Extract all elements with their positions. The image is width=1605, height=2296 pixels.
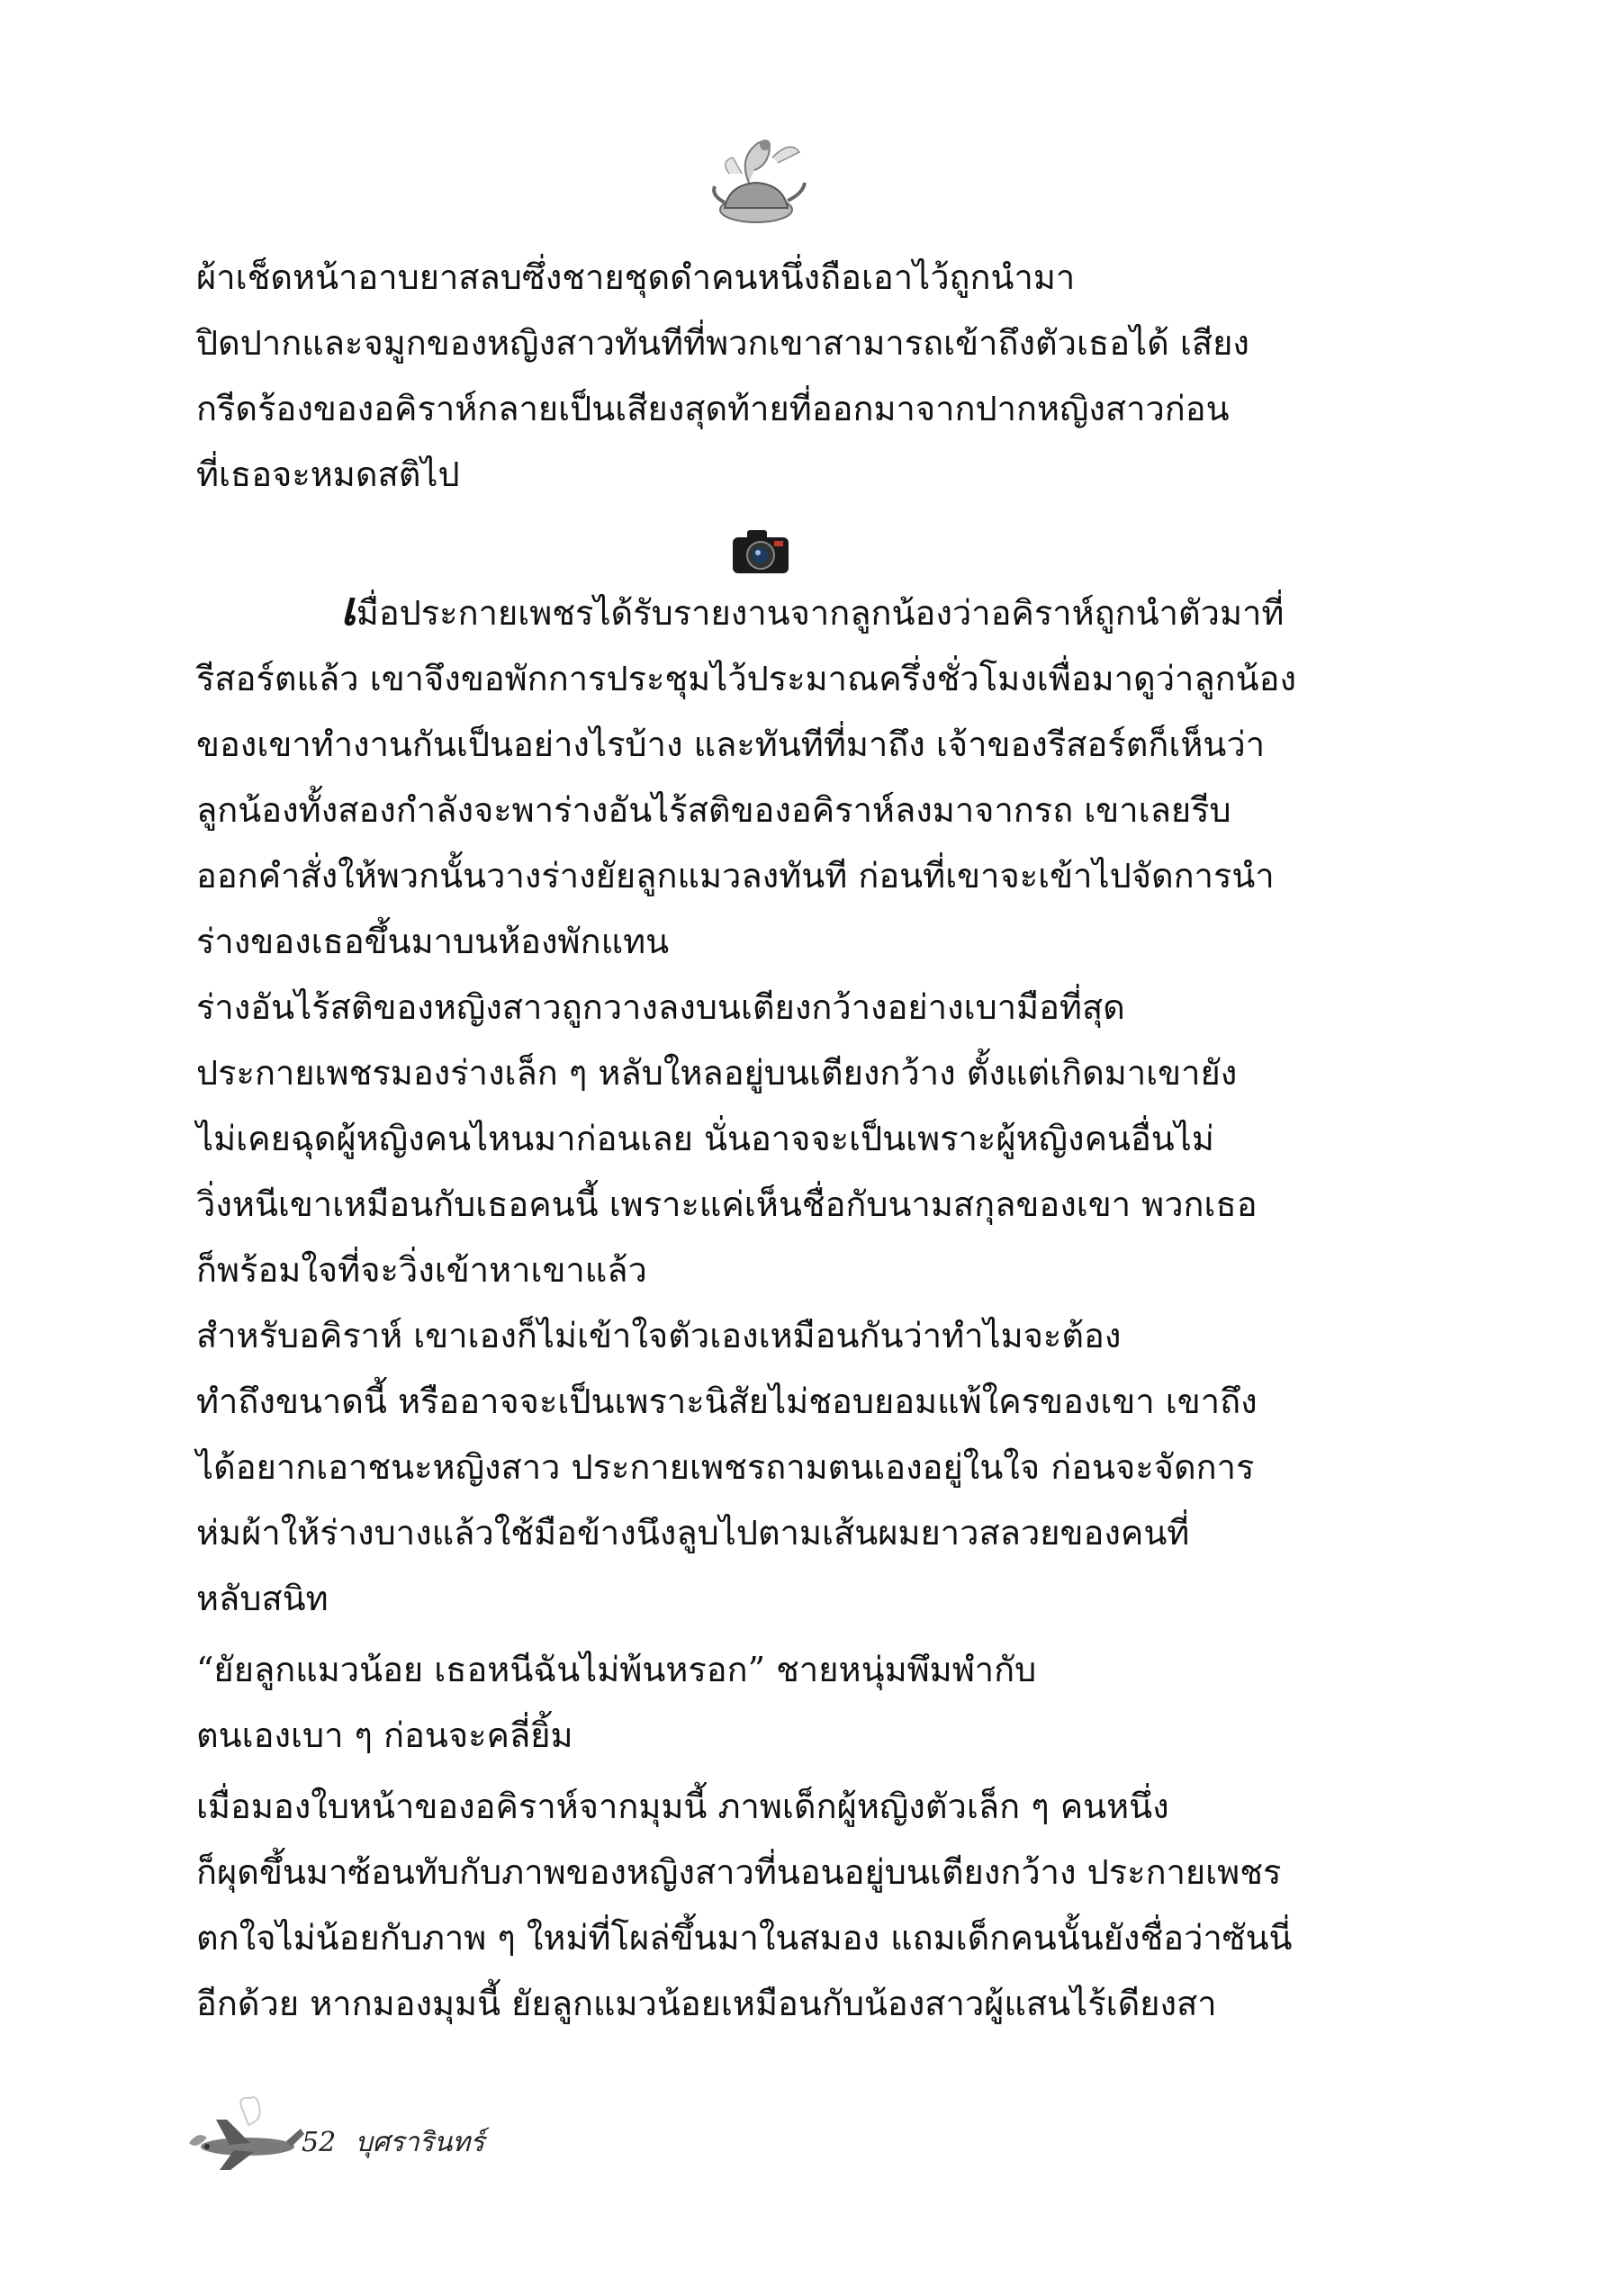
airplane-heart-ornament: [180, 2093, 315, 2174]
drop-cap: เ: [340, 581, 356, 636]
section-2: [196, 576, 1357, 2037]
first-paragraph-text: มื่อประกายเพชรได้รับรายงานจากลูกน้องว่าอคิราห์ถูกนำตัวมาที่ รีสอร์ตแล้ว เขาจึงขอพักการประชุมไว้ประมาณครึ่งชั่วโมงเพื่อมาดูว่าลูกน้อง ของเขาทำงานกันเป็นอย่างไรบ้าง และทันทีที่มาถึง เจ้าของรีสอร์ตก็เห็นว่า ลูกน้องทั้งสองกำลังจะพาร่างอันไร้สติของอคิราห์ลงมาจากรถ เขาเลยรีบ ออกคำสั่งให้พวกนั้นวางร่างยัยลูกแมวลงทันที ก่อนที่เขาจะเข้าไปจัดการนำ ร่างของเธอขึ้นมาบนห้องพักแทน: [196, 593, 1297, 961]
paragraph: เมื่อมองใบหน้าของอคิราห์จากมุมนี้ ภาพเด็กผู้หญิงตัวเล็ก ๆ คนหนึ่ง ก็ผุดขึ้นมาซ้อนทับกับภาพของหญิงสาวที่นอนอยู่บนเตียงกว้าง ประกายเพชร ตกใจไม่น้อยกับภาพ ๆ ใหม่ที่โผล่ขึ้นมาในสมอง แถมเด็กคนนั้นยังชื่อว่าซันนี่ อีกด้วย หากมองมุมนี้ ยัยลูกแมวน้อยเหมือนกับน้องสาวผู้แสนไร้เดียงสา: [196, 1787, 1293, 2023]
page-footer: [180, 2093, 720, 2174]
paragraph: ร่างอันไร้สติของหญิงสาวถูกวางลงบนเตียงกว้างอย่างเบามือที่สุด ประกายเพชรมองร่างเล็ก ๆ หลับใหลอยู่บนเตียงกว้าง ตั้งแต่เกิดมาเขายัง ไม่เคยฉุดผู้หญิงคนไหนมาก่อนเลย นั่นอาจจะเป็นเพราะผู้หญิงคนอื่นไม่ วิ่งหนีเขาเหมือนกับเธอคนนี้ เพราะแค่เห็นชื่อกับนามสกุลของเขา พวกเธอ ก็พร้อมใจที่จะวิ่งเข้าหาเขาแล้ว: [196, 987, 1258, 1290]
camera-icon: [729, 525, 792, 579]
footer-text: [302, 2121, 495, 2164]
section-1: [196, 245, 1357, 508]
paragraph: “ยัยลูกแมวน้อย เธอหนีฉันไม่พ้นหรอก” ชายหนุ่มพึมพำกับ ตนเองเบา ๆ ก่อนจะคลี่ยิ้ม: [196, 1650, 1037, 1755]
teapot-fairy-ornament: [702, 131, 810, 230]
author-name: บุศรารินทร์: [355, 2127, 485, 2158]
first-paragraph: [196, 576, 1357, 975]
page-number: 52: [302, 2127, 337, 2158]
paragraph: ผ้าเช็ดหน้าอาบยาสลบซึ่งชายชุดดำคนหนึ่งถือเอาไว้ถูกนำมา ปิดปากและจมูกของหญิงสาวทันทีที่พวกเขาสามารถเข้าถึงตัวเธอได้ เสียง กรีดร้องของอคิราห์กลายเป็นเสียงสุดท้ายที่ออกมาจากปากหญิงสาวก่อน ที่เธอจะหมดสติไป: [196, 257, 1249, 494]
paragraph: สำหรับอคิราห์ เขาเองก็ไม่เข้าใจตัวเองเหมือนกันว่าทำไมจะต้อง ทำถึงขนาดนี้ หรืออาจจะเป็นเพราะนิสัยไม่ชอบยอมแพ้ใครของเขา เขาถึง ได้อยากเอาชนะหญิงสาว ประกายเพชรถามตนเองอยู่ในใจ ก่อนจะจัดการ ห่มผ้าให้ร่างบางแล้วใช้มือข้างนึงลูบไปตามเส้นผมยาวสลวยของคนที่ หลับสนิท: [196, 1316, 1258, 1618]
